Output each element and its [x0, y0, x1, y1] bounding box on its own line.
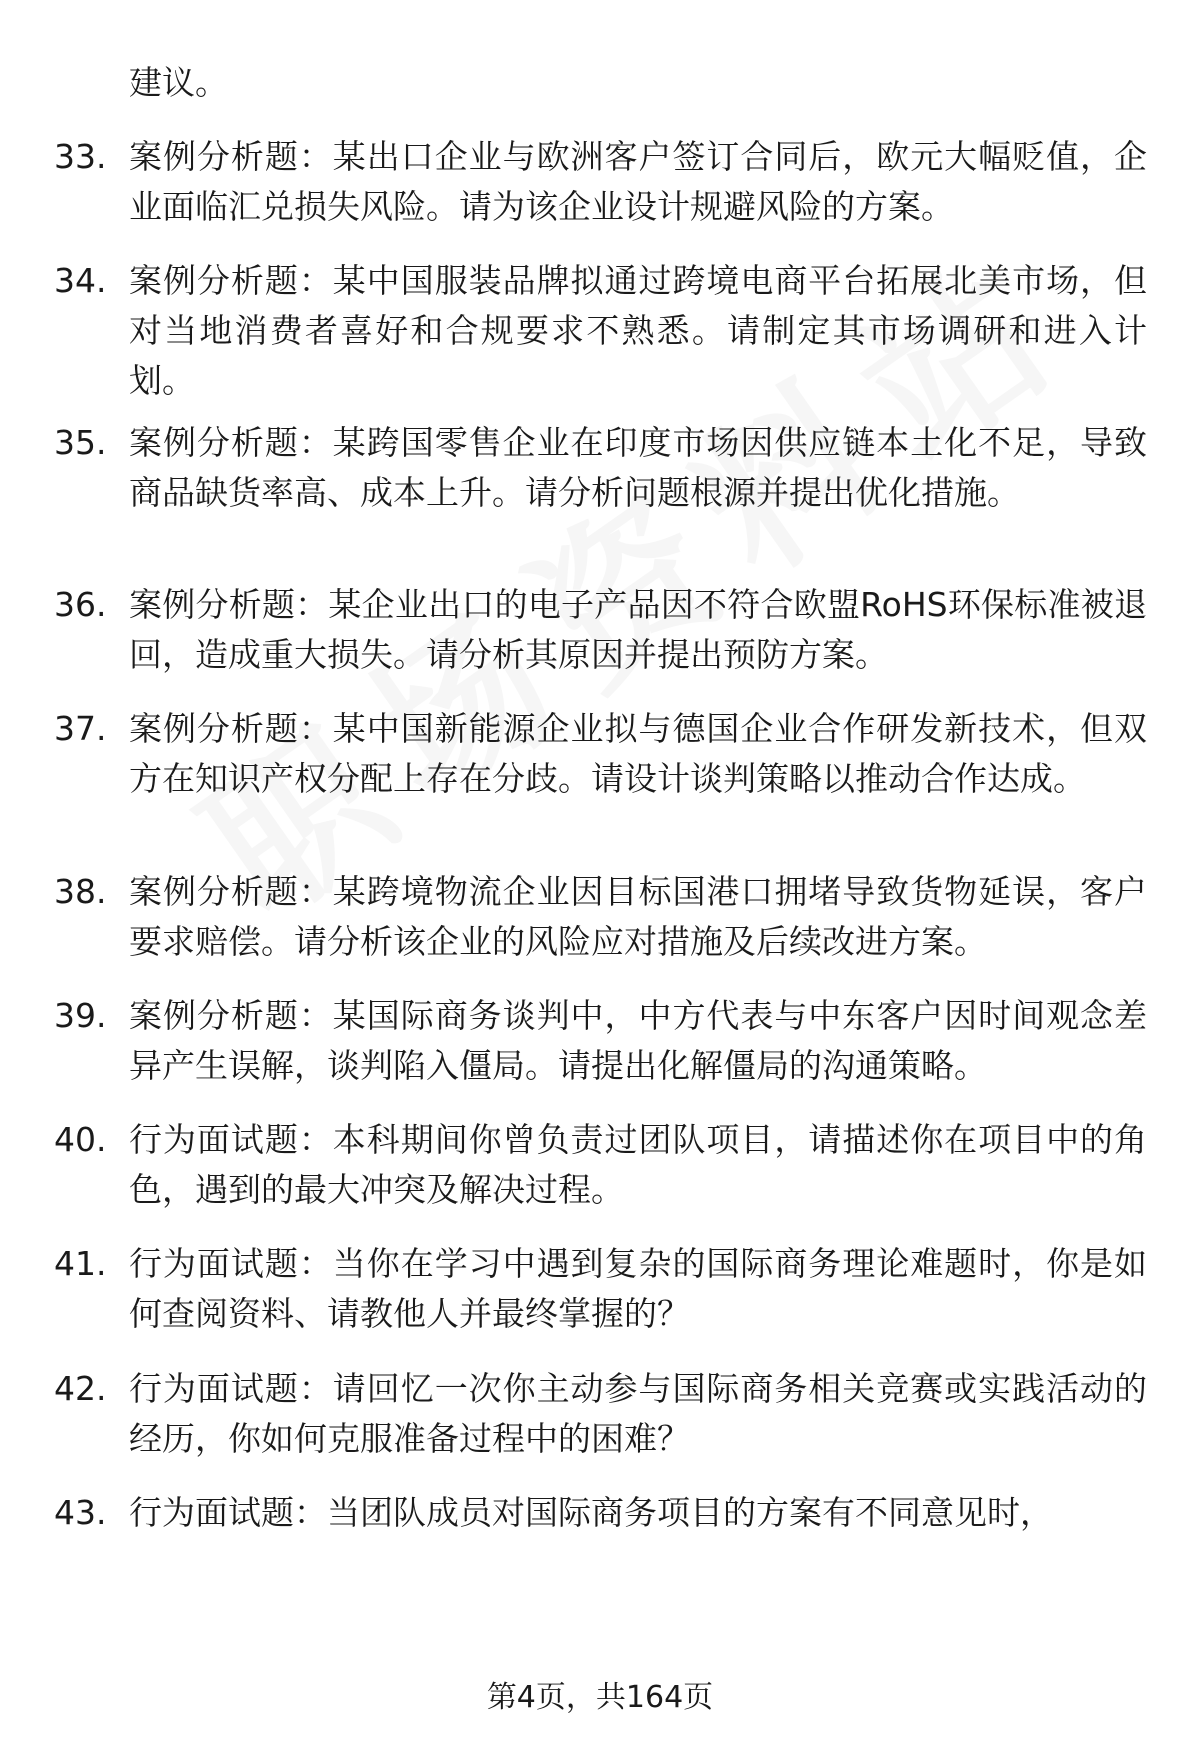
question-text: 行为面试题：当你在学习中遇到复杂的国际商务理论难题时，你是如何查阅资料、请教他人并最终掌握的？	[129, 1244, 1147, 1333]
question-text: 案例分析题：某中国新能源企业拟与德国企业合作研发新技术，但双方在知识产权分配上存在分歧。请设计谈判策略以推动合作达成。	[129, 709, 1147, 798]
page-footer: 第4页，共164页	[486, 1680, 714, 1715]
question-text: 案例分析题：某跨国零售企业在印度市场因供应链本土化不足，导致商品缺货率高、成本上升。请分析问题根源并提出优化措施。	[129, 423, 1147, 512]
continuation-text: 建议。	[129, 63, 228, 102]
question-number: 33.	[54, 137, 107, 176]
question-number: 35.	[54, 423, 107, 462]
question-number: 37.	[54, 709, 107, 748]
question-number: 41.	[54, 1244, 107, 1283]
question-text: 行为面试题：本科期间你曾负责过团队项目，请描述你在项目中的角色，遇到的最大冲突及解决过程。	[129, 1120, 1147, 1209]
question-number: 38.	[54, 872, 107, 911]
question-number: 40.	[54, 1120, 107, 1159]
question-number: 42.	[54, 1369, 107, 1408]
question-text: 行为面试题：当团队成员对国际商务项目的方案有不同意见时，	[129, 1493, 1053, 1532]
question-text: 案例分析题：某企业出口的电子产品因不符合欧盟RoHS环保标准被退回，造成重大损失。请分析其原因并提出预防方案。	[129, 585, 1147, 674]
question-text: 案例分析题：某国际商务谈判中，中方代表与中东客户因时间观念差异产生误解，谈判陷入僵局。请提出化解僵局的沟通策略。	[129, 996, 1147, 1085]
question-number: 43.	[54, 1493, 107, 1532]
question-number: 36.	[54, 585, 107, 624]
question-text: 案例分析题：某中国服装品牌拟通过跨境电商平台拓展北美市场，但对当地消费者喜好和合规要求不熟悉。请制定其市场调研和进入计划。	[129, 261, 1147, 400]
question-number: 34.	[54, 261, 107, 300]
question-text: 案例分析题：某跨境物流企业因目标国港口拥堵导致货物延误，客户要求赔偿。请分析该企业的风险应对措施及后续改进方案。	[129, 872, 1147, 961]
question-text: 行为面试题：请回忆一次你主动参与国际商务相关竞赛或实践活动的经历，你如何克服准备过程中的困难？	[129, 1369, 1147, 1458]
question-text: 案例分析题：某出口企业与欧洲客户签订合同后，欧元大幅贬值，企业面临汇兑损失风险。请为该企业设计规避风险的方案。	[129, 137, 1147, 226]
question-number: 39.	[54, 996, 107, 1035]
